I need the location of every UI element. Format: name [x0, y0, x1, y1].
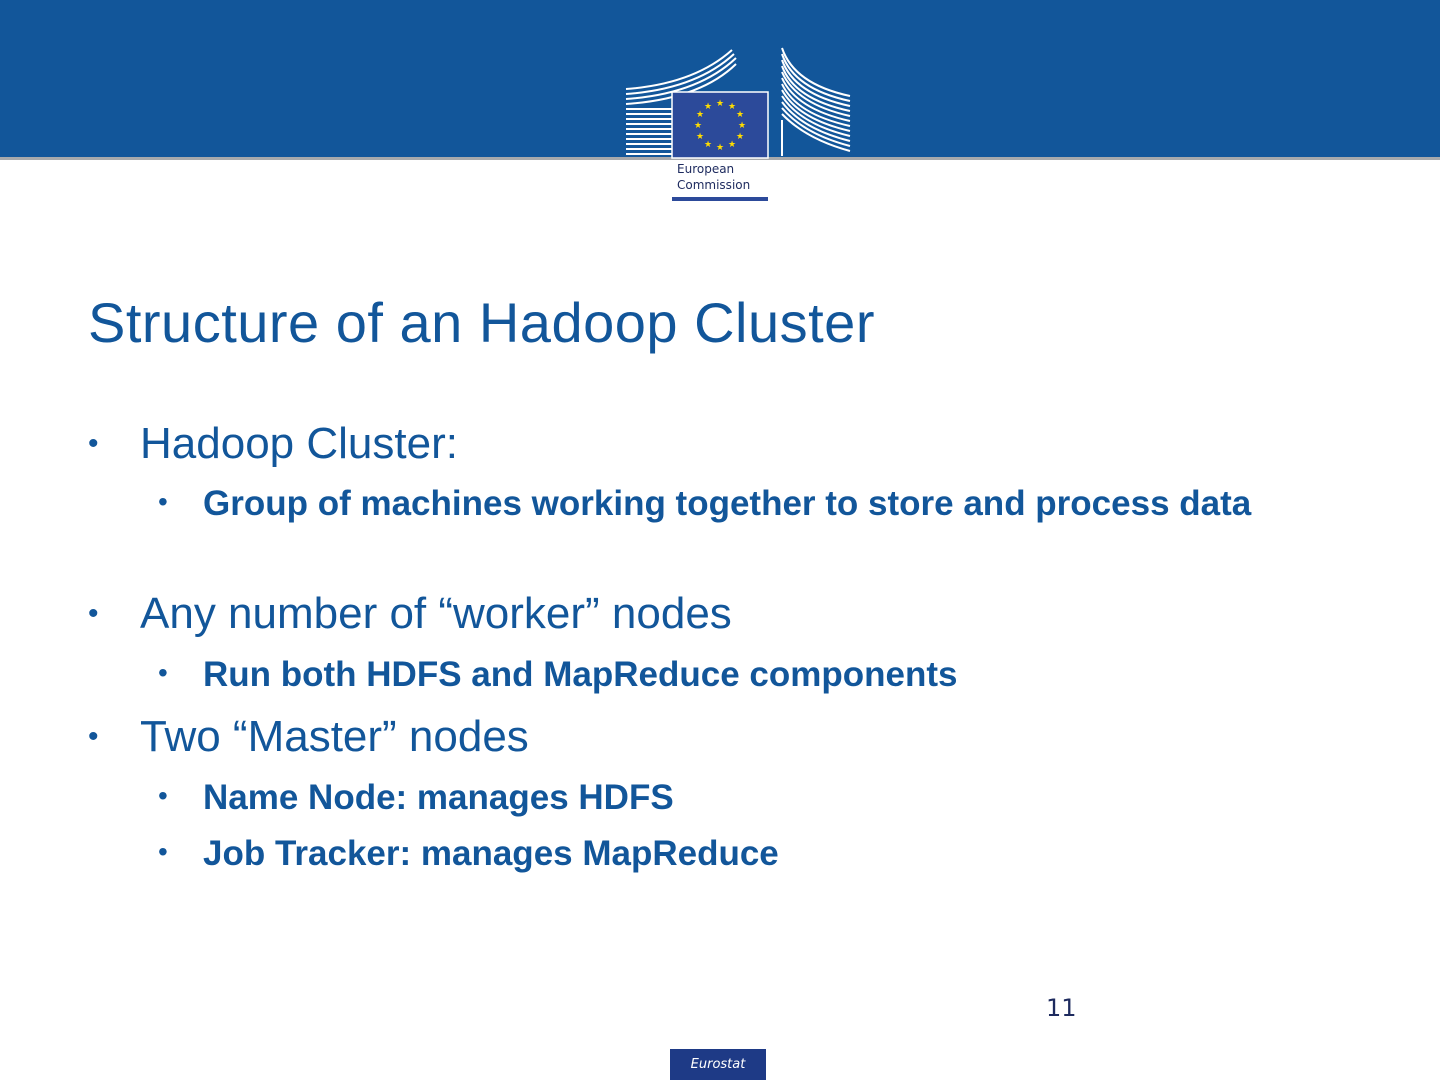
bullet-glyph: •: [158, 780, 168, 811]
svg-text:★: ★: [703, 102, 713, 112]
svg-text:★: ★: [695, 132, 705, 142]
page-number: 11: [1046, 994, 1077, 1022]
footer-tag: Eurostat: [670, 1049, 766, 1080]
svg-text:★: ★: [735, 132, 745, 142]
sub-bullet-item: [158, 480, 1358, 528]
sub-bullet-item: [158, 774, 1358, 822]
sub-bullet-text: Group of machines working together to store and process data: [203, 484, 1252, 523]
svg-text:★: ★: [737, 121, 747, 131]
sub-bullet-item: [158, 830, 1358, 878]
bullet-text: Any number of “worker” nodes: [140, 589, 732, 638]
svg-text:★: ★: [703, 140, 713, 150]
sub-bullet-item: [158, 651, 1358, 699]
bullet-glyph: •: [158, 486, 168, 517]
bullet-glyph: •: [158, 836, 168, 867]
bullet-glyph: •: [88, 427, 99, 460]
logo-underline: [672, 197, 768, 201]
bullet-text: Hadoop Cluster:: [140, 419, 458, 468]
logo-text: [677, 161, 750, 193]
svg-text:★: ★: [727, 140, 737, 150]
slide-title: Structure of an Hadoop Cluster: [88, 291, 875, 354]
sub-bullet-text: Run both HDFS and MapReduce components: [203, 655, 958, 694]
svg-text:★: ★: [695, 110, 705, 120]
svg-text:★: ★: [693, 121, 703, 131]
sub-bullet-text: Name Node: manages HDFS: [203, 778, 674, 817]
bullet-glyph: •: [88, 720, 99, 753]
bullet-text: Two “Master” nodes: [140, 712, 529, 761]
sub-bullet-text: Job Tracker: manages MapReduce: [203, 834, 779, 873]
logo-line-2: Commission: [677, 178, 751, 192]
svg-text:★: ★: [727, 102, 737, 112]
logo-line-1: European: [677, 162, 735, 176]
bullet-glyph: •: [158, 657, 168, 688]
bullet-glyph: •: [88, 597, 99, 630]
svg-text:★: ★: [715, 143, 725, 153]
svg-text:★: ★: [735, 110, 745, 120]
svg-text:★: ★: [715, 99, 725, 109]
